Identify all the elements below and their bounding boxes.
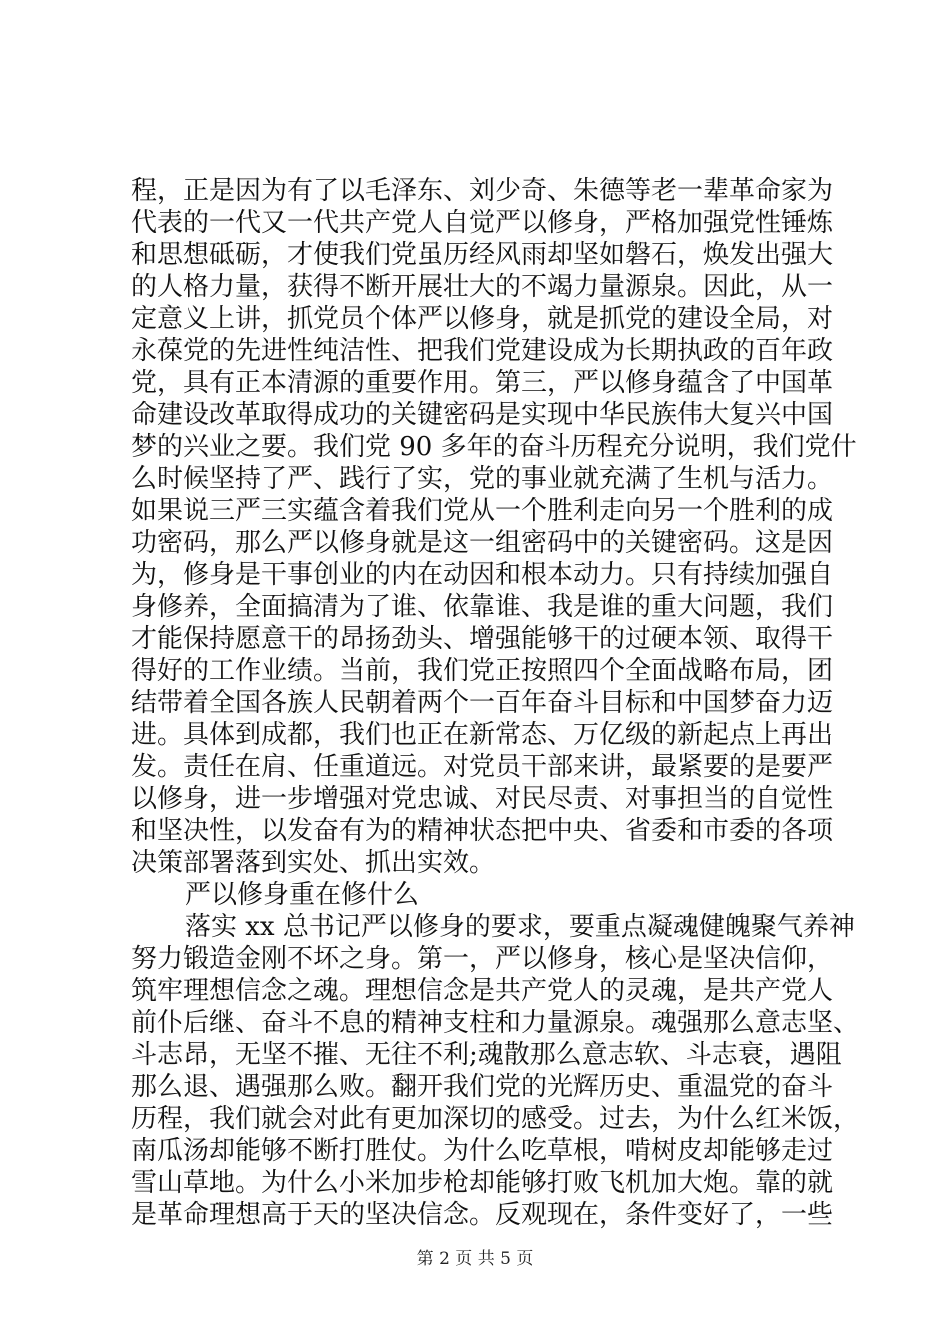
text-line: 南瓜汤却能够不断打胜仗。为什么吃草根，啃树皮却能够走过 bbox=[131, 1136, 834, 1166]
page-number-footer: 第 2 页 共 5 页 bbox=[416, 1249, 534, 1269]
text-line: 定意义上讲，抓党员个体严以修身，就是抓党的建设全局，对 bbox=[131, 304, 834, 334]
text-line: 斗志昂，无坚不摧、无往不利;魂散那么意志软、斗志衰，遇阻 bbox=[131, 1040, 842, 1070]
text-line: 发。责任在肩、任重道远。对党员干部来讲，最紧要的是要严 bbox=[131, 752, 834, 782]
text-line: 如果说三严三实蕴含着我们党从一个胜利走向另一个胜利的成 bbox=[131, 496, 834, 526]
text-line: 为，修身是干事创业的内在动因和根本动力。只有持续加强自 bbox=[131, 560, 834, 590]
text-line: 落实 xx 总书记严以修身的要求，要重点凝魂健魄聚气养神 bbox=[185, 912, 855, 942]
text-line: 的人格力量，获得不断开展壮大的不竭力量源泉。因此，从一 bbox=[131, 272, 834, 302]
text-line: 党，具有正本清源的重要作用。第三，严以修身蕴含了中国革 bbox=[131, 368, 834, 398]
text-line: 历程，我们就会对此有更加深切的感受。过去，为什么红米饭， bbox=[131, 1104, 860, 1134]
text-line: 努力锻造金刚不坏之身。第一，严以修身，核心是坚决信仰， bbox=[131, 944, 834, 974]
text-line: 进。具体到成都，我们也正在新常态、万亿级的新起点上再出 bbox=[131, 720, 834, 750]
text-line: 雪山草地。为什么小米加步枪却能够打败飞机加大炮。靠的就 bbox=[131, 1168, 834, 1198]
text-line: 得好的工作业绩。当前，我们党正按照四个全面战略布局，团 bbox=[131, 656, 834, 686]
text-line: 筑牢理想信念之魂。理想信念是共产党人的灵魂，是共产党人 bbox=[131, 976, 834, 1006]
text-line: 梦的兴业之要。我们党 90 多年的奋斗历程充分说明，我们党什 bbox=[131, 432, 857, 462]
text-line: 是革命理想高于天的坚决信念。反观现在，条件变好了，一些 bbox=[131, 1200, 834, 1230]
text-line: 决策部署落到实处、抓出实效。 bbox=[131, 848, 496, 878]
text-line: 永葆党的先进性纯洁性、把我们党建设成为长期执政的百年政 bbox=[131, 336, 834, 366]
text-line: 功密码，那么严以修身就是这一组密码中的关键密码。这是因 bbox=[131, 528, 834, 558]
text-line: 结带着全国各族人民朝着两个一百年奋斗目标和中国梦奋力迈 bbox=[131, 688, 834, 718]
text-line: 代表的一代又一代共产党人自觉严以修身，严格加强党性锤炼 bbox=[131, 208, 834, 238]
text-line: 前仆后继、奋斗不息的精神支柱和力量源泉。魂强那么意志坚、 bbox=[131, 1008, 860, 1038]
text-line: 身修养，全面搞清为了谁、依靠谁、我是谁的重大问题，我们 bbox=[131, 592, 834, 622]
text-line: 和坚决性，以发奋有为的精神状态把中央、省委和市委的各项 bbox=[131, 816, 834, 846]
section-heading: 严以修身重在修什么 bbox=[185, 880, 420, 910]
text-line: 以修身，进一步增强对党忠诚、对民尽责、对事担当的自觉性 bbox=[131, 784, 834, 814]
body-text bbox=[131, 175, 860, 1231]
text-line: 程，正是因为有了以毛泽东、刘少奇、朱德等老一辈革命家为 bbox=[131, 176, 834, 206]
text-line: 命建设改革取得成功的关键密码是实现中华民族伟大复兴中国 bbox=[131, 400, 834, 430]
text-line: 才能保持愿意干的昂扬劲头、增强能够干的过硬本领、取得干 bbox=[131, 624, 834, 654]
text-line: 么时候坚持了严、践行了实，党的事业就充满了生机与活力。 bbox=[131, 464, 834, 494]
text-line: 和思想砥砺，才使我们党虽历经风雨却坚如磐石，焕发出强大 bbox=[131, 240, 834, 270]
text-line: 那么退、遇强那么败。翻开我们党的光辉历史、重温党的奋斗 bbox=[131, 1072, 834, 1102]
